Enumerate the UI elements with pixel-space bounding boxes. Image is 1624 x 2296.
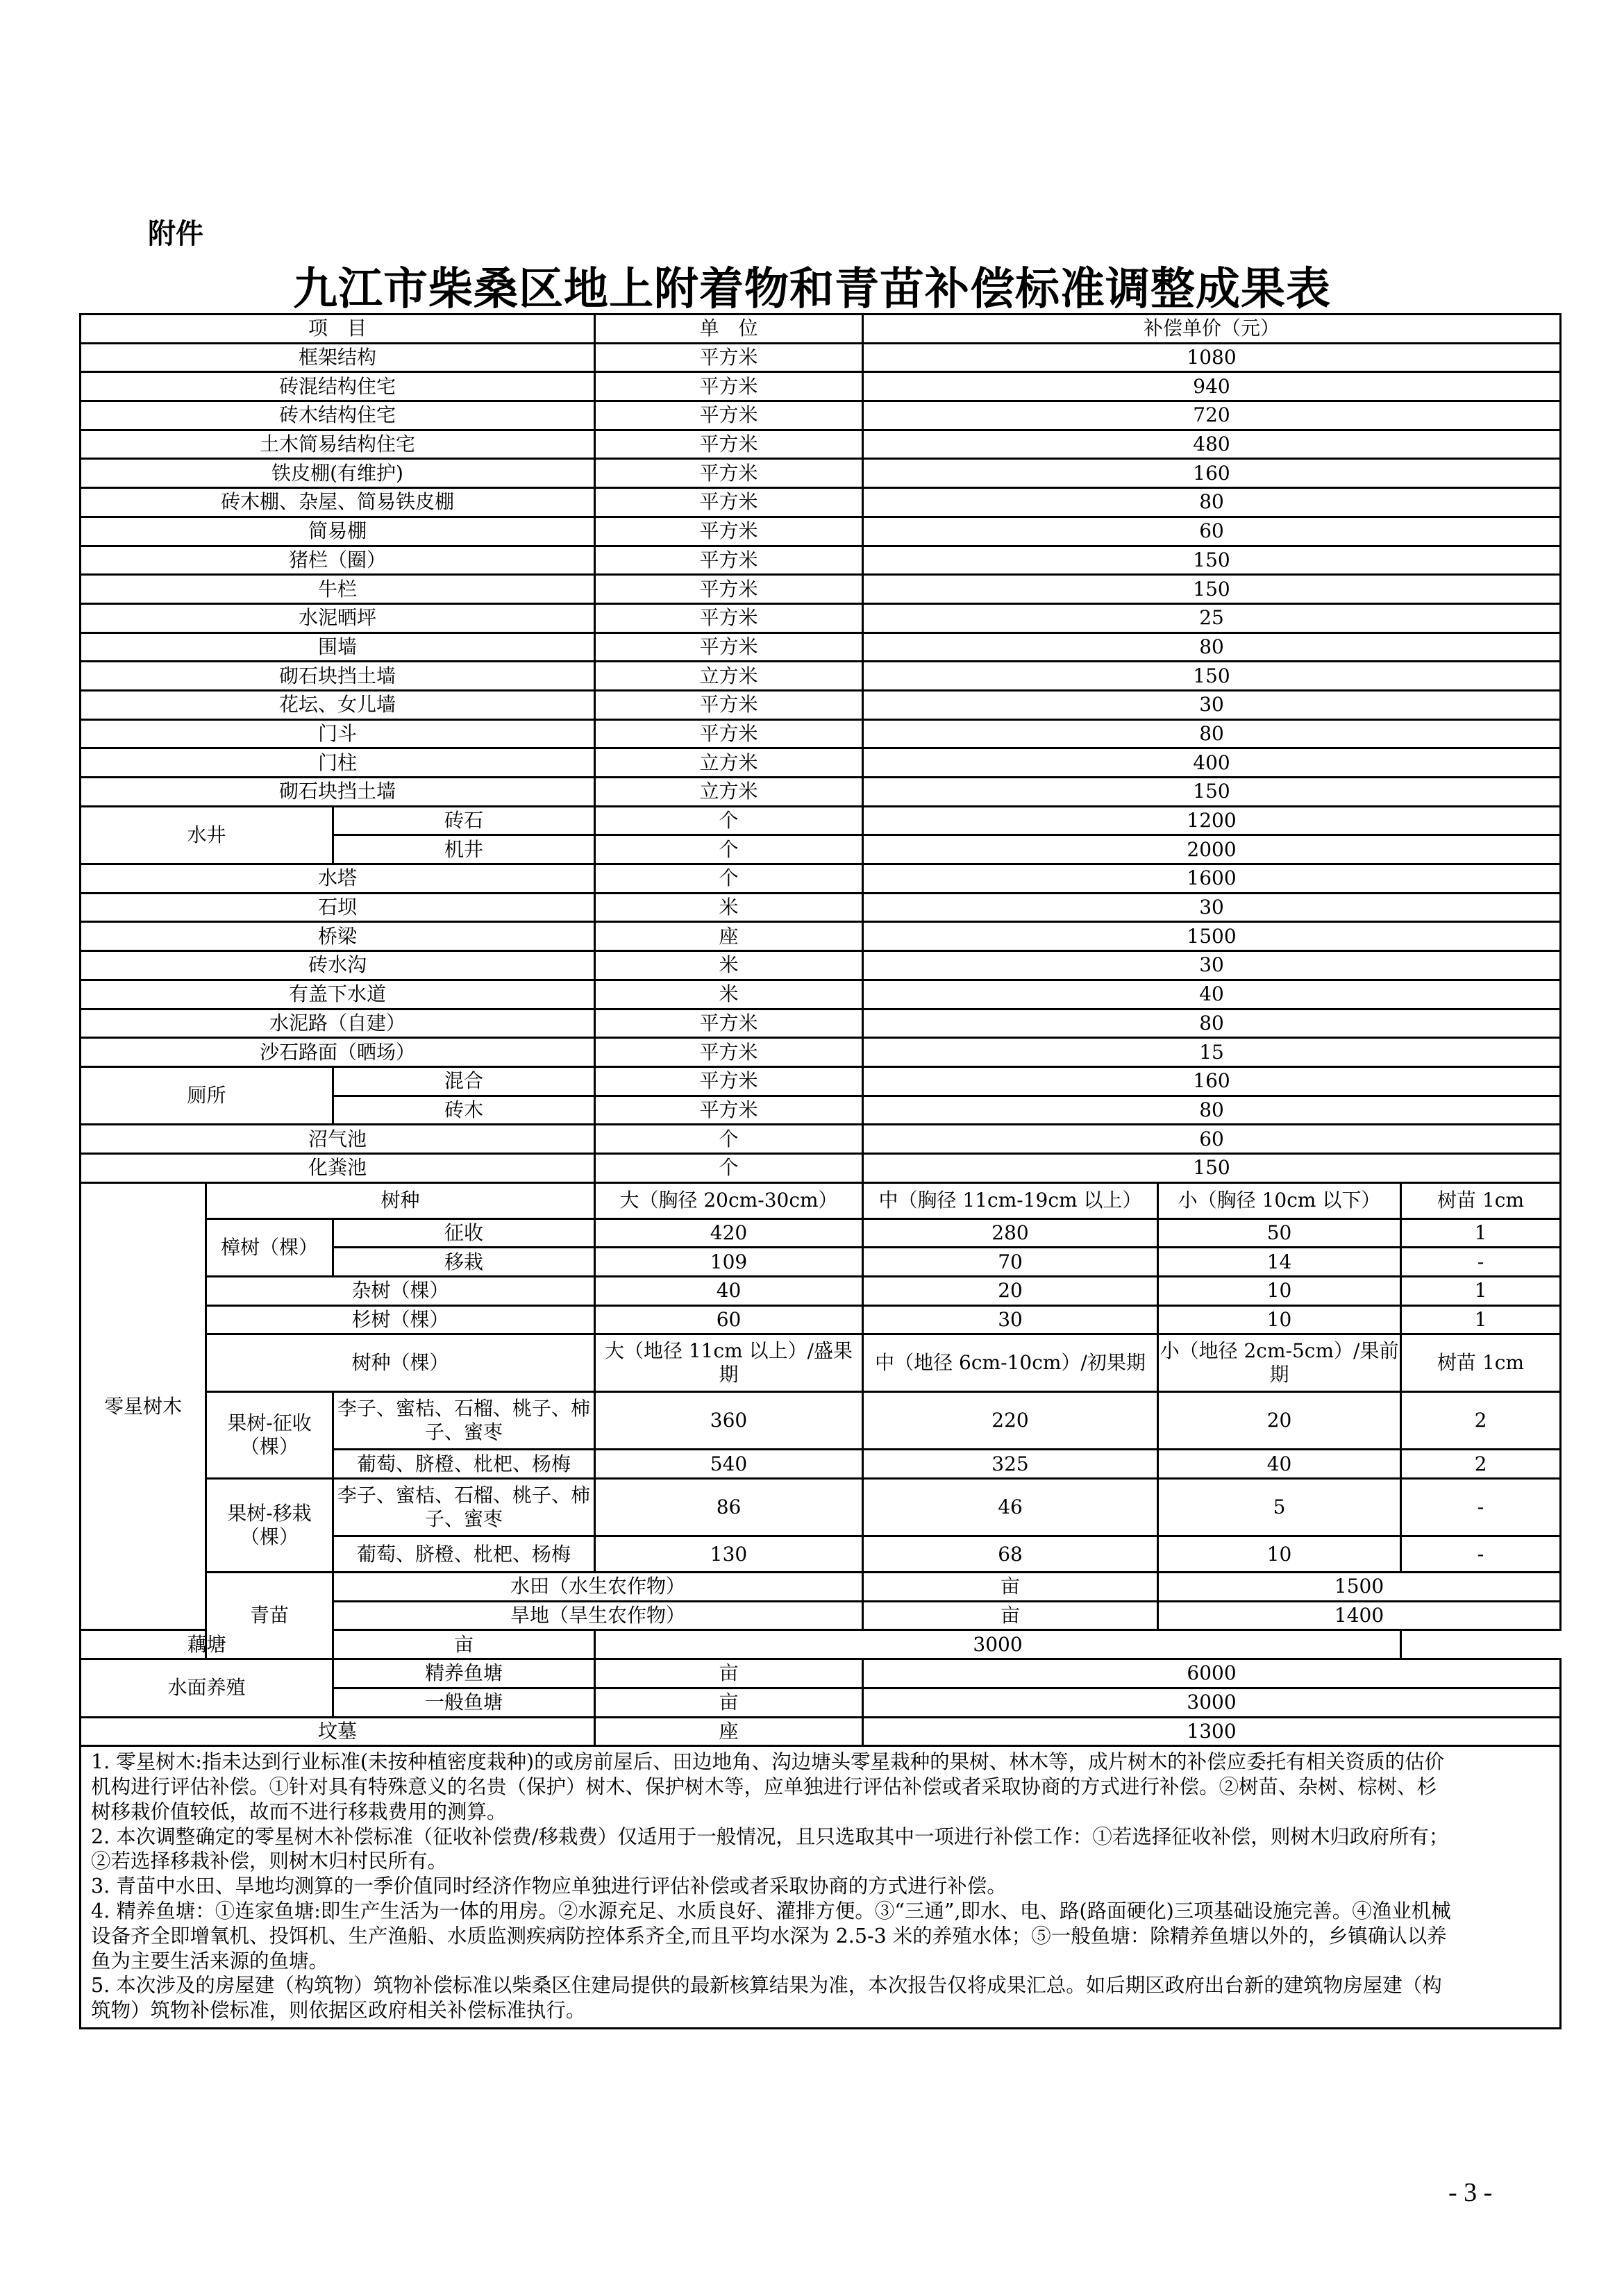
table-row [81,1066,1561,1096]
tree-label-cell: 果树-移栽（棵） [206,1479,333,1573]
item-cell: 门斗 [81,719,595,748]
item-cell: 围墙 [81,632,595,662]
table-row [81,1153,1561,1182]
value-cell: 10 [1158,1305,1401,1334]
table-row [81,778,1561,807]
price-cell: 400 [863,748,1561,778]
table-row [81,343,1561,372]
unit-cell: 立方米 [595,748,863,778]
item-cell: 水田（水生农作物） [333,1573,863,1602]
size-header: 大（胸径 20cm-30cm） [595,1182,863,1218]
item-cell: 化粪池 [81,1153,595,1182]
price-cell: 80 [863,1009,1561,1038]
value-cell: 60 [595,1305,863,1334]
value-cell: 40 [1158,1450,1401,1479]
price-cell: 80 [863,719,1561,748]
unit-cell: 个 [595,864,863,894]
item-cell: 桥梁 [81,922,595,951]
price-cell: 150 [863,575,1561,604]
table-row [81,401,1561,430]
price-cell: 30 [863,893,1561,922]
unit-cell: 平方米 [595,1009,863,1038]
price-cell: 60 [863,1125,1561,1154]
table-row [81,1305,1561,1334]
note-line: 1. 零星树木:指未达到行业标准(未按种植密度栽种)的或房前屋后、田边地角、沟边塘头零星栽种的果树、林木等，成片树木的补偿应委托有相关资质的估价 [91,1750,1445,1774]
table-row [81,1479,1561,1536]
unit-cell: 平方米 [595,603,863,632]
item-cell: 猪栏（圈） [81,546,595,575]
unit-cell: 平方米 [595,546,863,575]
price-cell: 15 [863,1038,1561,1067]
price-cell: 2000 [863,835,1561,864]
value-cell: 1 [1401,1218,1561,1248]
note-line: 鱼为主要生活来源的鱼塘。 [91,1949,329,1972]
unit-cell: 平方米 [595,575,863,604]
value-cell: 68 [863,1536,1158,1573]
table-row [81,951,1561,980]
table-row [81,488,1561,517]
note-line: 树移栽价值较低，故而不进行移栽费用的测算。 [91,1800,507,1823]
price-cell: 940 [863,372,1561,401]
size-header: 中（胸径 11cm-19cm 以上） [863,1182,1158,1218]
table-row [81,1717,1561,1746]
unit-cell: 平方米 [595,632,863,662]
unit-cell: 座 [595,1717,863,1746]
table-row [81,748,1561,778]
tree-type-cell: 葡萄、脐橙、枇杷、杨梅 [333,1536,595,1573]
value-cell: 30 [863,1305,1158,1334]
value-cell: 420 [595,1218,863,1248]
unit-cell: 平方米 [595,1038,863,1067]
unit-cell: 平方米 [595,1096,863,1125]
table-row [81,575,1561,604]
price-cell: 150 [863,1153,1561,1182]
value-cell: 540 [595,1450,863,1479]
unit-cell: 亩 [595,1659,863,1689]
table-row [81,980,1561,1009]
table-row [81,603,1561,632]
size-header: 大（地径 11cm 以上）/盛果期 [595,1334,863,1392]
item-cell: 旱地（旱生农作物） [333,1601,863,1630]
value-cell: 46 [863,1479,1158,1536]
unit-cell: 亩 [863,1573,1158,1602]
item-cell: 门柱 [81,748,595,778]
value-cell: 280 [863,1218,1158,1248]
tree-label-cell: 樟树（棵） [206,1218,333,1276]
column-header-price: 补偿单价（元） [863,315,1561,344]
value-cell: 2 [1401,1450,1561,1479]
size-header: 中（地径 6cm-10cm）/初果期 [863,1334,1158,1392]
note-line: ②若选择移栽补偿，则树木归村民所有。 [91,1850,448,1873]
note-line: 4. 精养鱼塘：①连家鱼塘:即生产生活为一体的用房。②水源充足、水质良好、灌排方便。③“三通”,即水、电、路(路面硬化)三项基础设施完善。④渔业机械 [91,1899,1451,1922]
tree-label-cell: 果树-征收（棵） [206,1392,333,1479]
price-cell: 1300 [863,1717,1561,1746]
note-line: 筑物）筑物补偿标准，则依据区政府相关补偿标准执行。 [91,1999,586,2022]
value-cell: - [1401,1248,1561,1277]
unit-cell: 平方米 [595,459,863,488]
price-cell: 160 [863,1066,1561,1096]
value-cell: 40 [595,1277,863,1306]
item-cell: 土木简易结构住宅 [81,430,595,459]
table-row [81,1659,1561,1689]
group-label-cell: 厕所 [81,1066,333,1124]
unit-cell: 平方米 [595,719,863,748]
table-row [81,1392,1561,1450]
item-cell: 有盖下水道 [81,980,595,1009]
price-cell: 80 [863,1096,1561,1125]
unit-cell: 米 [595,951,863,980]
price-cell: 80 [863,488,1561,517]
table-row [81,459,1561,488]
table-row [81,690,1561,719]
unit-cell: 立方米 [595,662,863,691]
note-line: 3. 青苗中水田、旱地均测算的一季价值同时经济作物应单独进行评估补偿或者采取协商的方式进行补偿。 [91,1875,1007,1898]
subitem-cell: 一般鱼塘 [333,1688,595,1717]
size-header: 小（地径 2cm-5cm）/果前期 [1158,1334,1401,1392]
price-cell: 6000 [863,1659,1561,1689]
price-cell: 30 [863,951,1561,980]
value-cell: 20 [1158,1392,1401,1450]
item-cell: 藕塘 [81,1630,333,1659]
unit-cell: 平方米 [595,401,863,430]
value-cell: 5 [1158,1479,1401,1536]
value-cell: 109 [595,1248,863,1277]
table-row [81,1334,1561,1392]
price-cell: 150 [863,662,1561,691]
item-cell: 砌石块挡土墙 [81,778,595,807]
price-cell: 1500 [863,922,1561,951]
price-cell: 3000 [595,1630,1401,1659]
table-row [81,719,1561,748]
table-row [81,893,1561,922]
tree-label-cell: 杂树（棵） [206,1277,595,1306]
tree-type-cell: 李子、蜜桔、石榴、桃子、柿子、蜜枣 [333,1479,595,1536]
note-line: 5. 本次涉及的房屋建（构筑物）筑物补偿标准以柴桑区住建局提供的最新核算结果为准，本次报告仅将成果汇总。如后期区政府出台新的建筑物房屋建（构 [91,1974,1442,1997]
unit-cell: 平方米 [595,690,863,719]
note-line: 设备齐全即增氧机、投饵机、生产渔船、水质监测疾病防控体系齐全,而且平均水深为 2.5-3 米的养殖水体；⑤一般鱼塘：除精养鱼塘以外的，乡镇确认以养 [91,1924,1447,1947]
value-cell: 20 [863,1277,1158,1306]
attachment-label: 附件 [148,218,203,250]
price-cell: 1600 [863,864,1561,894]
value-cell: 14 [1158,1248,1401,1277]
item-cell: 砖水沟 [81,951,595,980]
item-cell: 框架结构 [81,343,595,372]
unit-cell: 个 [595,806,863,835]
unit-cell: 亩 [333,1630,595,1659]
subitem-cell: 机井 [333,835,595,864]
species-header: 树种（棵） [206,1334,595,1392]
group-label-cell: 青苗 [206,1573,333,1659]
value-cell: 1 [1401,1305,1561,1334]
page-number: - 3 - [1448,2178,1493,2207]
value-cell: - [1401,1536,1561,1573]
table-row [81,632,1561,662]
table-row [81,1038,1561,1067]
table-row [81,1182,1561,1218]
unit-cell: 座 [595,922,863,951]
price-cell: 1200 [863,806,1561,835]
table-row [81,662,1561,691]
item-cell: 铁皮棚(有维护) [81,459,595,488]
table-row [81,1125,1561,1154]
table-row [81,372,1561,401]
unit-cell: 平方米 [595,430,863,459]
size-header: 小（胸径 10cm 以下） [1158,1182,1401,1218]
unit-cell: 个 [595,1125,863,1154]
tree-type-cell: 葡萄、脐橙、枇杷、杨梅 [333,1450,595,1479]
value-cell: 10 [1158,1277,1401,1306]
group-label-cell: 水井 [81,806,333,864]
price-cell: 25 [863,603,1561,632]
tree-type-cell: 移栽 [333,1248,595,1277]
unit-cell: 亩 [863,1601,1158,1630]
table-row [81,864,1561,894]
note-line: 机构进行评估补偿。①针对具有特殊意义的名贵（保护）树木、保护树木等，应单独进行评估补偿或者采取协商的方式进行补偿。②树苗、杂树、棕树、杉 [91,1775,1437,1798]
item-cell: 砌石块挡土墙 [81,662,595,691]
value-cell: 2 [1401,1392,1561,1450]
value-cell: - [1401,1479,1561,1536]
item-cell: 花坛、女儿墙 [81,690,595,719]
value-cell: 1 [1401,1277,1561,1306]
price-cell: 30 [863,690,1561,719]
item-cell: 石坝 [81,893,595,922]
item-cell: 砖木结构住宅 [81,401,595,430]
unit-cell: 平方米 [595,1066,863,1096]
column-header-unit: 单 位 [595,315,863,344]
table-row [81,315,1561,344]
item-cell: 牛栏 [81,575,595,604]
table-row [81,517,1561,546]
price-cell: 40 [863,980,1561,1009]
table-row [81,922,1561,951]
size-header: 树苗 1cm [1401,1334,1561,1392]
item-cell: 水塔 [81,864,595,894]
table-row [81,1630,1561,1659]
value-cell: 50 [1158,1218,1401,1248]
compensation-table [79,313,1562,2029]
group-label-cell: 水面养殖 [81,1659,333,1717]
value-cell: 70 [863,1248,1158,1277]
item-cell: 简易棚 [81,517,595,546]
unit-cell: 米 [595,980,863,1009]
price-cell: 720 [863,401,1561,430]
notes-cell [81,1746,1561,2029]
notes-row [81,1746,1561,2029]
item-cell: 砖木棚、杂屋、简易铁皮棚 [81,488,595,517]
size-header: 树苗 1cm [1401,1182,1561,1218]
price-cell: 480 [863,430,1561,459]
unit-cell: 平方米 [595,488,863,517]
price-cell: 80 [863,632,1561,662]
item-cell: 沼气池 [81,1125,595,1154]
table-row [81,1009,1561,1038]
value-cell: 10 [1158,1536,1401,1573]
price-cell: 3000 [863,1688,1561,1717]
species-header: 树种 [206,1182,595,1218]
table-row [81,430,1561,459]
subitem-cell: 砖木 [333,1096,595,1125]
unit-cell: 平方米 [595,517,863,546]
value-cell: 86 [595,1479,863,1536]
price-cell: 1500 [1158,1573,1561,1602]
unit-cell: 平方米 [595,372,863,401]
unit-cell: 立方米 [595,778,863,807]
price-cell: 150 [863,546,1561,575]
item-cell: 坟墓 [81,1717,595,1746]
unit-cell: 平方米 [595,343,863,372]
item-cell: 水泥路（自建） [81,1009,595,1038]
subitem-cell: 精养鱼塘 [333,1659,595,1689]
page-title: 九江市柴桑区地上附着物和青苗补偿标准调整成果表 [293,263,1331,315]
column-header-item: 项 目 [81,315,595,344]
table-row [81,1573,1561,1602]
value-cell: 325 [863,1450,1158,1479]
group-label-cell: 零星树木 [81,1182,206,1630]
unit-cell: 个 [595,835,863,864]
table-row [81,1277,1561,1306]
price-cell: 1080 [863,343,1561,372]
table-row [81,806,1561,835]
item-cell: 砖混结构住宅 [81,372,595,401]
value-cell: 360 [595,1392,863,1450]
tree-type-cell: 征收 [333,1218,595,1248]
price-cell: 1400 [1158,1601,1561,1630]
table-row [81,1218,1561,1248]
price-cell: 150 [863,778,1561,807]
note-line: 2. 本次调整确定的零星树木补偿标准（征收补偿费/移栽费）仅适用于一般情况，且只选取其中一项进行补偿工作：①若选择征收补偿，则树木归政府所有； [91,1825,1449,1848]
table-row [81,546,1561,575]
price-cell: 60 [863,517,1561,546]
unit-cell: 亩 [595,1688,863,1717]
item-cell: 水泥晒坪 [81,603,595,632]
value-cell: 220 [863,1392,1158,1450]
item-cell: 沙石路面（晒场） [81,1038,595,1067]
subitem-cell: 砖石 [333,806,595,835]
price-cell: 160 [863,459,1561,488]
unit-cell: 个 [595,1153,863,1182]
value-cell: 130 [595,1536,863,1573]
unit-cell: 米 [595,893,863,922]
tree-label-cell: 杉树（棵） [206,1305,595,1334]
tree-type-cell: 李子、蜜桔、石榴、桃子、柿子、蜜枣 [333,1392,595,1450]
subitem-cell: 混合 [333,1066,595,1096]
